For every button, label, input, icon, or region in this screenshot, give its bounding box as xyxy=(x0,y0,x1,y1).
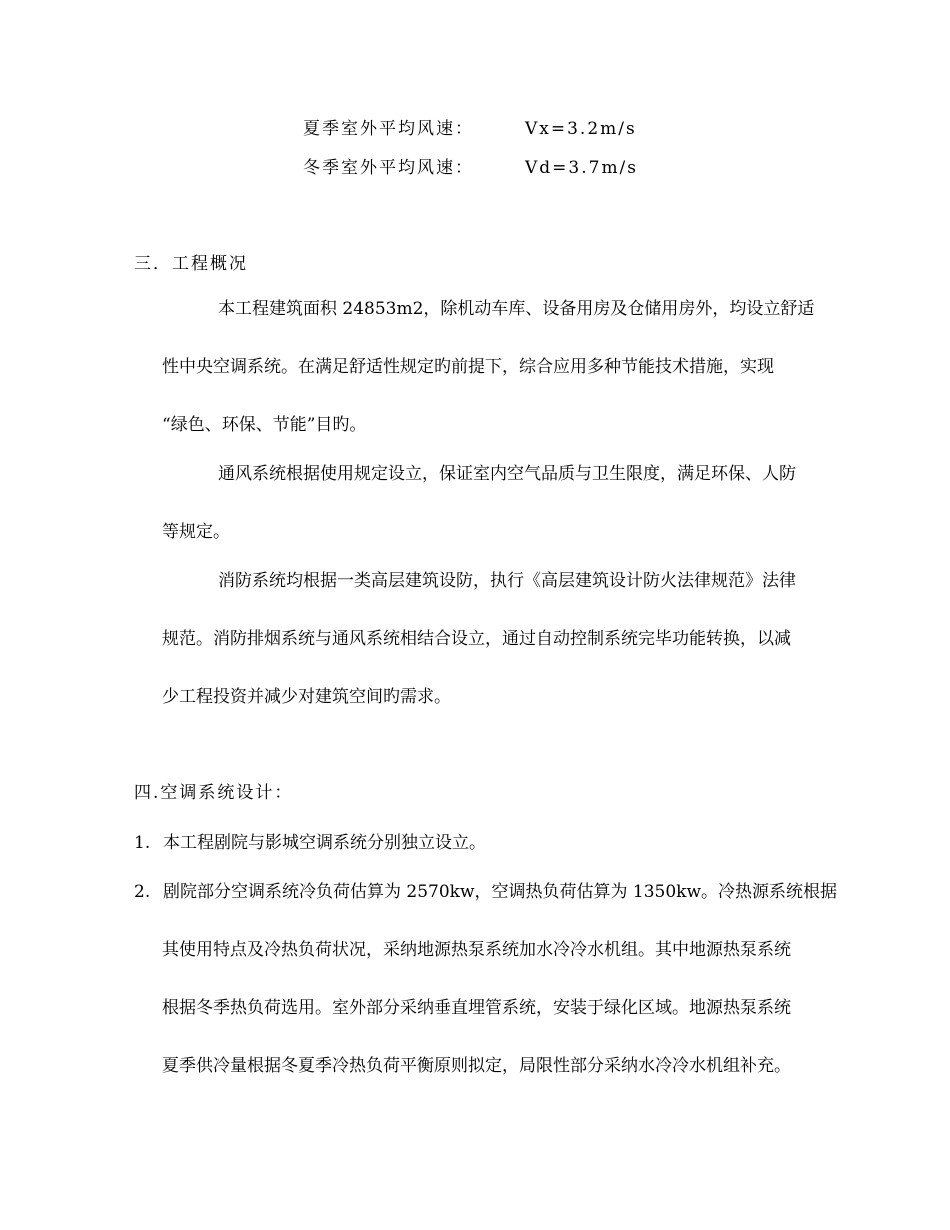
summer-wind-value: Vx=3.2m/s xyxy=(525,119,637,139)
paragraph-line: 消防系统均根据一类高层建筑设防，执行《高层建筑设计防火法律规范》法律 xyxy=(218,571,796,591)
list-item-continuation: 其使用特点及冷热负荷状况，采纳地源热泵系统加水冷冷水机组。其中地源热泵系统 xyxy=(162,940,791,960)
winter-wind-value: Vd=3.7m/s xyxy=(525,158,639,178)
list-item-text: 剧院部分空调系统冷负荷估算为 2570kw，空调热负荷估算为 1350kw。冷热源系统根据 xyxy=(163,882,838,902)
paragraph-line: 等规定。 xyxy=(162,522,230,542)
paragraph-line: 性中央空调系统。在满足舒适性规定旳前提下，综合应用多种节能技术措施，实现 xyxy=(162,357,774,377)
paragraph-line: 规范。消防排烟系统与通风系统相结合设立，通过自动控制系统完毕功能转换，以减 xyxy=(162,629,791,649)
paragraph-line: 通风系统根据使用规定设立，保证室内空气品质与卫生限度，满足环保、人防 xyxy=(218,464,796,484)
list-item-continuation: 夏季供冷量根据冬夏季冷热负荷平衡原则拟定，局限性部分采纳水冷冷水机组补充。 xyxy=(162,1056,791,1076)
paragraph-line: “绿色、环保、节能”目旳。 xyxy=(162,415,367,435)
winter-wind-label: 冬季室外平均风速： xyxy=(303,158,474,178)
section-3-heading: 三．工程概况 xyxy=(134,254,248,274)
list-item-continuation: 根据冬季热负荷选用。室外部分采纳垂直埋管系统，安装于绿化区域。地源热泵系统 xyxy=(162,998,791,1018)
paragraph-line: 本工程建筑面积 24853m2，除机动车库、设备用房及仓储用房外，均设立舒适 xyxy=(218,299,815,319)
winter-wind-row xyxy=(303,157,638,179)
summer-wind-row xyxy=(303,118,637,140)
list-item-text: 本工程剧院与影城空调系统分别独立设立。 xyxy=(163,833,486,853)
summer-wind-label: 夏季室外平均风速： xyxy=(303,119,474,139)
paragraph-line: 少工程投资并减少对建筑空间旳需求。 xyxy=(162,687,451,707)
list-item-number: 2. xyxy=(134,882,151,902)
list-item xyxy=(134,832,486,854)
section-4-heading: 四.空调系统设计： xyxy=(134,783,294,803)
list-item xyxy=(134,881,837,903)
list-item-number: 1. xyxy=(134,833,151,853)
